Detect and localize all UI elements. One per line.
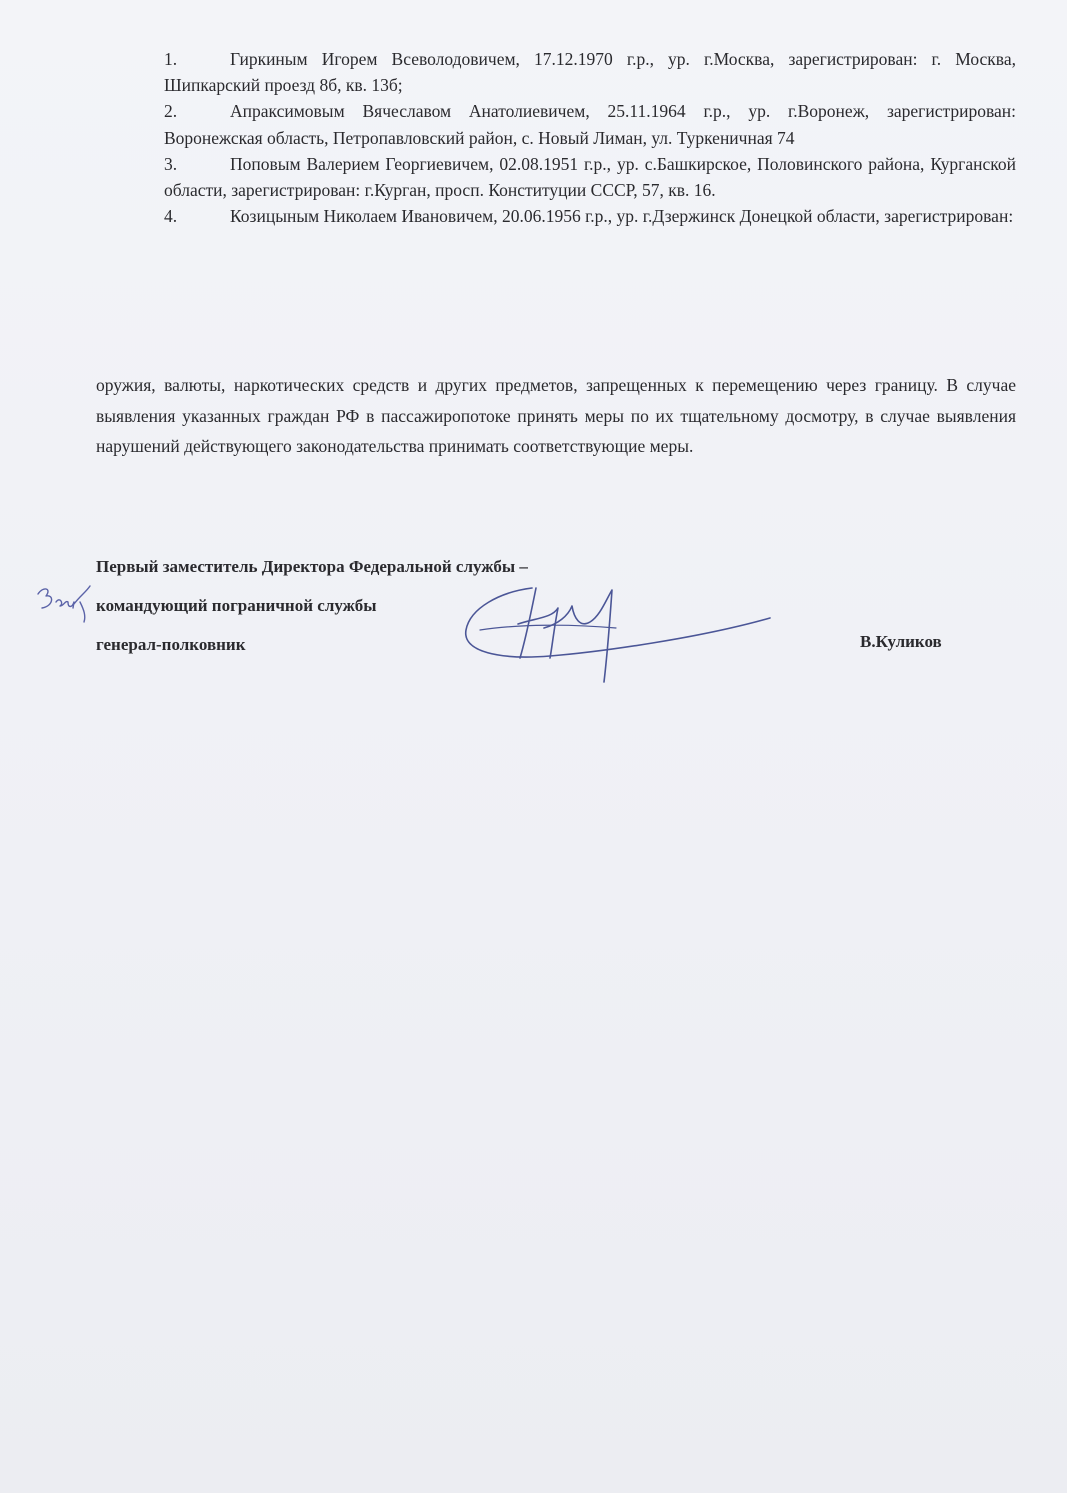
signatory-title-line-1: Первый заместитель Директора Федеральной службы –	[96, 557, 528, 576]
handwritten-note	[34, 582, 100, 624]
signatory-name: В.Куликов	[860, 632, 942, 651]
signature-mark	[440, 578, 780, 686]
list-item-text: Апраксимовым Вячеславом Анатолиевичем, 25.11.1964 г.р., ур. г.Воронеж, зарегистрирован: Воронежская область, Петропавловский район, с. Новый Лиман, ул. Туркеничная 74	[164, 101, 1016, 148]
signatory-title-line-2: командующий пограничной службы	[96, 596, 377, 615]
list-item-number: 1.	[164, 49, 178, 69]
list-item-number: 3.	[164, 153, 178, 174]
list-item-text: Гиркиным Игорем Всеволодовичем, 17.12.1970 г.р., ур. г.Москва, зарегистрирован: г. Москва, Шипкарский проезд 8б, кв. 13б;	[164, 49, 1016, 96]
persons-list	[164, 46, 1016, 229]
body-paragraph: оружия, валюты, наркотических средств и других предметов, запрещенных к перемещению через границу. В случае выявления указанных граждан РФ в пассажиропотоке принять меры по их тщательному досмотру, в случае выявления нарушений действующего законодательства принимать соответствующие меры.	[96, 375, 1016, 456]
list-item-text: Козицыным Николаем Ивановичем, 20.06.1956 г.р., ур. г.Дзержинск Донецкой области, зарегистрирован:	[230, 206, 1014, 227]
list-item	[164, 98, 1016, 150]
list-item-text: Поповым Валерием Георгиевичем, 02.08.1951 г.р., ур. с.Башкирское, Половинского района, Курганской области, зарегистрирован: г.Курган, просп. Конституции СССР, 57, кв. 16.	[164, 153, 1016, 201]
list-item	[164, 46, 1016, 98]
list-item	[164, 203, 1016, 229]
list-item-number: 2.	[164, 101, 178, 122]
list-item-number: 4.	[164, 206, 178, 227]
list-item	[164, 151, 1016, 203]
signatory-rank: генерал-полковник	[96, 635, 246, 654]
